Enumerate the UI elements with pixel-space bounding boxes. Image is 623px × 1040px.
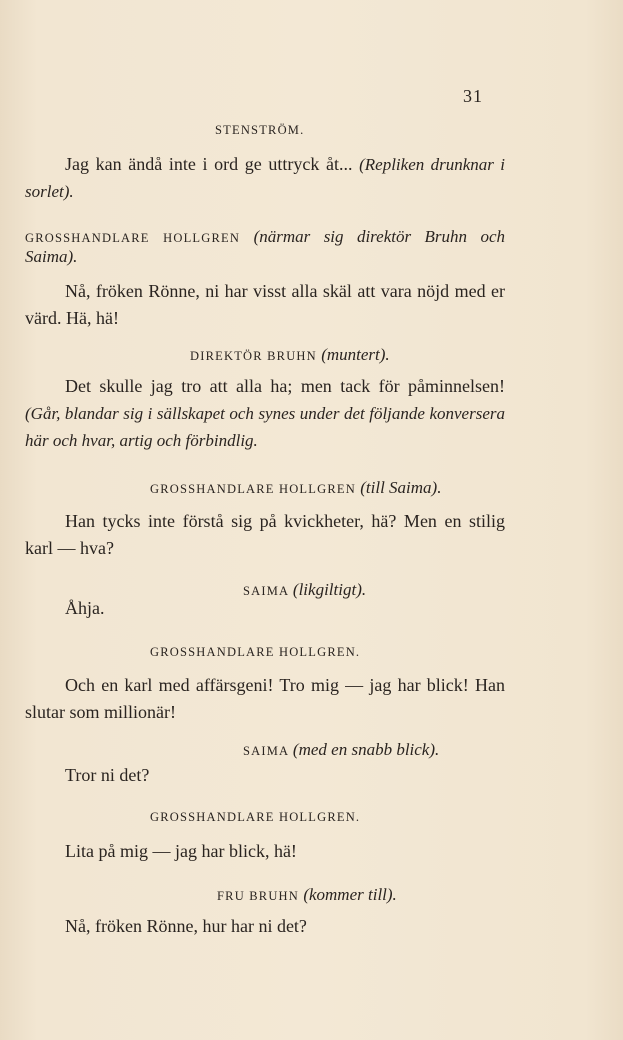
speaker-name: GROSSHANDLARE HOLLGREN xyxy=(25,231,241,245)
speech-saima-2: Tror ni det? xyxy=(65,765,150,785)
speech-hollgren-3: Och en karl med affärsgeni! Tro mig — jag har blick! Han slutar som millionär! xyxy=(25,675,505,722)
page-number: 31 xyxy=(463,86,483,106)
speech-stenstrom xyxy=(25,151,505,205)
speaker-hollgren-3: GROSSHANDLARE HOLLGREN. xyxy=(150,645,361,659)
stage-direction: (likgiltigt). xyxy=(292,580,367,599)
stage-direction: (kommer till). xyxy=(303,885,397,904)
speaker-bruhn xyxy=(190,345,390,365)
speech-saima-1: Åhja. xyxy=(65,598,105,618)
speech-bruhn xyxy=(25,373,505,454)
speaker-stenstrom: STENSTRÖM. xyxy=(215,123,305,137)
speaker-saima-2 xyxy=(243,740,439,760)
speaker-hollgren-4: GROSSHANDLARE HOLLGREN. xyxy=(150,810,361,824)
stage-direction: (Går, blandar sig i sällskapet och synes under det följande konversera här och hvar, artig och förbindlig. xyxy=(25,404,505,450)
speech-text: Jag kan ändå inte i ord ge uttryck åt... xyxy=(65,154,353,174)
speaker-fru-bruhn xyxy=(217,885,397,905)
speech-hollgren-2: Han tycks inte förstå sig på kvickheter, hä? Men en stilig karl — hva? xyxy=(25,511,505,558)
stage-direction: (till Saima). xyxy=(360,478,442,497)
speech-text: Det skulle jag tro att alla ha; men tack för påminnelsen! xyxy=(65,376,505,396)
speech-hollgren-4: Lita på mig — jag har blick, hä! xyxy=(65,841,297,861)
speech-hollgren-1: Nå, fröken Rönne, ni har visst alla skäl att vara nöjd med er värd. Hä, hä! xyxy=(25,281,505,328)
speaker-hollgren-1 xyxy=(25,227,505,268)
speaker-name: FRU BRUHN xyxy=(217,889,299,903)
speaker-name: SAIMA xyxy=(243,584,289,598)
stage-direction: (muntert). xyxy=(321,345,390,364)
stage-direction: (närmar sig direktör Bruhn och Saima). xyxy=(25,227,505,267)
speaker-hollgren-2 xyxy=(150,478,441,498)
stage-direction: (med en snabb blick). xyxy=(292,740,440,759)
speaker-name: GROSSHANDLARE HOLLGREN xyxy=(150,482,356,496)
stage-direction: (Repliken drunknar i sorlet). xyxy=(25,155,505,201)
speech-fru-bruhn: Nå, fröken Rönne, hur har ni det? xyxy=(65,916,307,936)
speaker-name: DIREKTÖR BRUHN xyxy=(190,349,317,363)
speaker-name: SAIMA xyxy=(243,744,289,758)
